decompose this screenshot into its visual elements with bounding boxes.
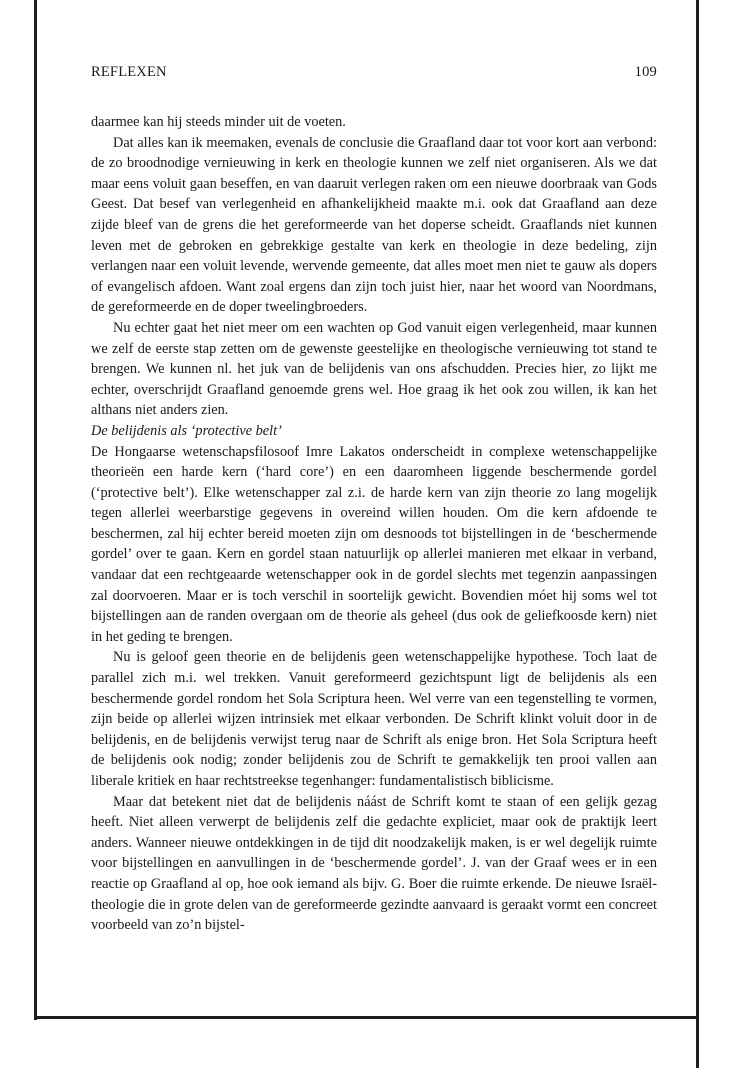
page-number: 109	[634, 64, 657, 80]
running-head-title: REFLEXEN	[91, 64, 167, 80]
scan-border-right	[696, 0, 699, 1068]
body-text	[91, 112, 657, 936]
book-page	[91, 60, 657, 936]
paragraph: De Hongaarse wetenschapsfilosoof Imre Lakatos onderscheidt in complexe wetenschappelijke theorieën een harde kern (‘hard core’) en een daaromheen liggende beschermende gordel (‘protective belt’). Elke wetenschapper zal z.i. de harde kern van zijn theorie zo lang mogelijk tegen allerlei weerbarstige gegevens in overeind willen houden. Om die kern afdoende te beschermen, zal hij echter bereid moeten zijn om desnoods tot bijstellingen in de ‘beschermende gordel’ over te gaan. Kern en gordel staan natuurlijk op allerlei manieren met elkaar in verband, vandaar dat een rechtgeaarde wetenschapper ook in de gordel slechts met tegenzin aanpassingen zal doorvoeren. Maar er is toch verschil in soortelijk gewicht. Bovendien móet hij soms wel tot bijstellingen aan de randen overgaan om de theorie als geheel (dus ook de geliefkoosde kern) niet in het geding te brengen.	[91, 443, 657, 645]
paragraph: Dat alles kan ik meemaken, evenals de conclusie die Graafland daar tot voor kort aan verbond: de zo broodnodige vernieuwing in kerk en theologie kunnen we zelf niet organiseren. Als we dat maar eens voluit gaan beseffen, en van daaruit verlegen raken om een nieuwe doorbraak van Gods Geest. Dat besef van verlegenheid en afhankelijkheid maakte m.i. ook dat Graafland aan deze zijde bleef van de grens die het gereformeerde van het doperse scheidt. Graaflands niet kunnen leven met de gebroken en gebrekkige gestalte van kerk en theologie in deze bedeling, zijn verlangen naar een voluit levende, wervende gemeente, dat alles moet men niet te gauw als dopers of evangelisch afdoen. Want zoal ergens dan zijn toch juist hier, naar het woord van Noordmans, de gereformeerde en de doper tweelingbroeders.	[91, 134, 657, 316]
scan-border-left	[34, 0, 37, 1020]
running-head	[91, 60, 657, 84]
section-heading: De belijdenis als ‘protective belt’	[91, 422, 282, 439]
paragraph: Maar dat betekent niet dat de belijdenis náást de Schrift komt te staan of een gelijk gezag heeft. Niet alleen verwerpt de belijdenis zelf die gedachte expliciet, maar ook de praktijk leert anders. Wanneer nieuwe ontdekkingen in de tijd dit noodzakelijk maken, is er wel degelijk ruimte voor bijstellingen en aanvullingen in de ‘beschermende gordel’. J. van der Graaf wees er in een reactie op Graafland al op, hoe ook iemand als bijv. G. Boer die ruimte erkende. De nieuwe Israël-theologie die in grote delen van de gereformeerde gezindte aanvaard is geraakt vormt een concreet voorbeeld van zo’n bijstel-	[91, 793, 657, 934]
paragraph: Nu is geloof geen theorie en de belijdenis geen wetenschappelijke hypothese. Toch laat de parallel zich m.i. wel trekken. Vanuit gereformeerd gezichtspunt ligt de belijdenis als een beschermende gordel rondom het Sola Scriptura heen. Wel verre van een tegenstelling te vormen, zijn beide op allerlei wijzen intrinsiek met elkaar verbonden. De Schrift klinkt voluit door in de belijdenis, en de belijdenis verwijst terug naar de Schrift als enige bron. Het Sola Scriptura heeft de belijdenis ook nodig; zonder belijdenis zou de Schrift te gemakkelijk ten prooi vallen aan liberale kritiek en haar rechtstreekse tegenhanger: fundamentalistisch biblicisme.	[91, 649, 657, 789]
paragraph-continuation: daarmee kan hij steeds minder uit de voeten.	[91, 114, 346, 130]
scan-border-bottom	[34, 1016, 698, 1019]
paragraph: Nu echter gaat het niet meer om een wachten op God vanuit eigen verlegenheid, maar kunnen we zelf de eerste stap zetten om de gewenste geestelijke en theologische vernieuwing tot stand te brengen. We kunnen nl. het juk van de belijdenis van ons afschudden. Precies hier, zo lijkt me echter, overschrijdt Graafland genoemde grens wel. Hoe graag ik het ook zou willen, ik kan het althans niet anders zien.	[91, 319, 657, 419]
